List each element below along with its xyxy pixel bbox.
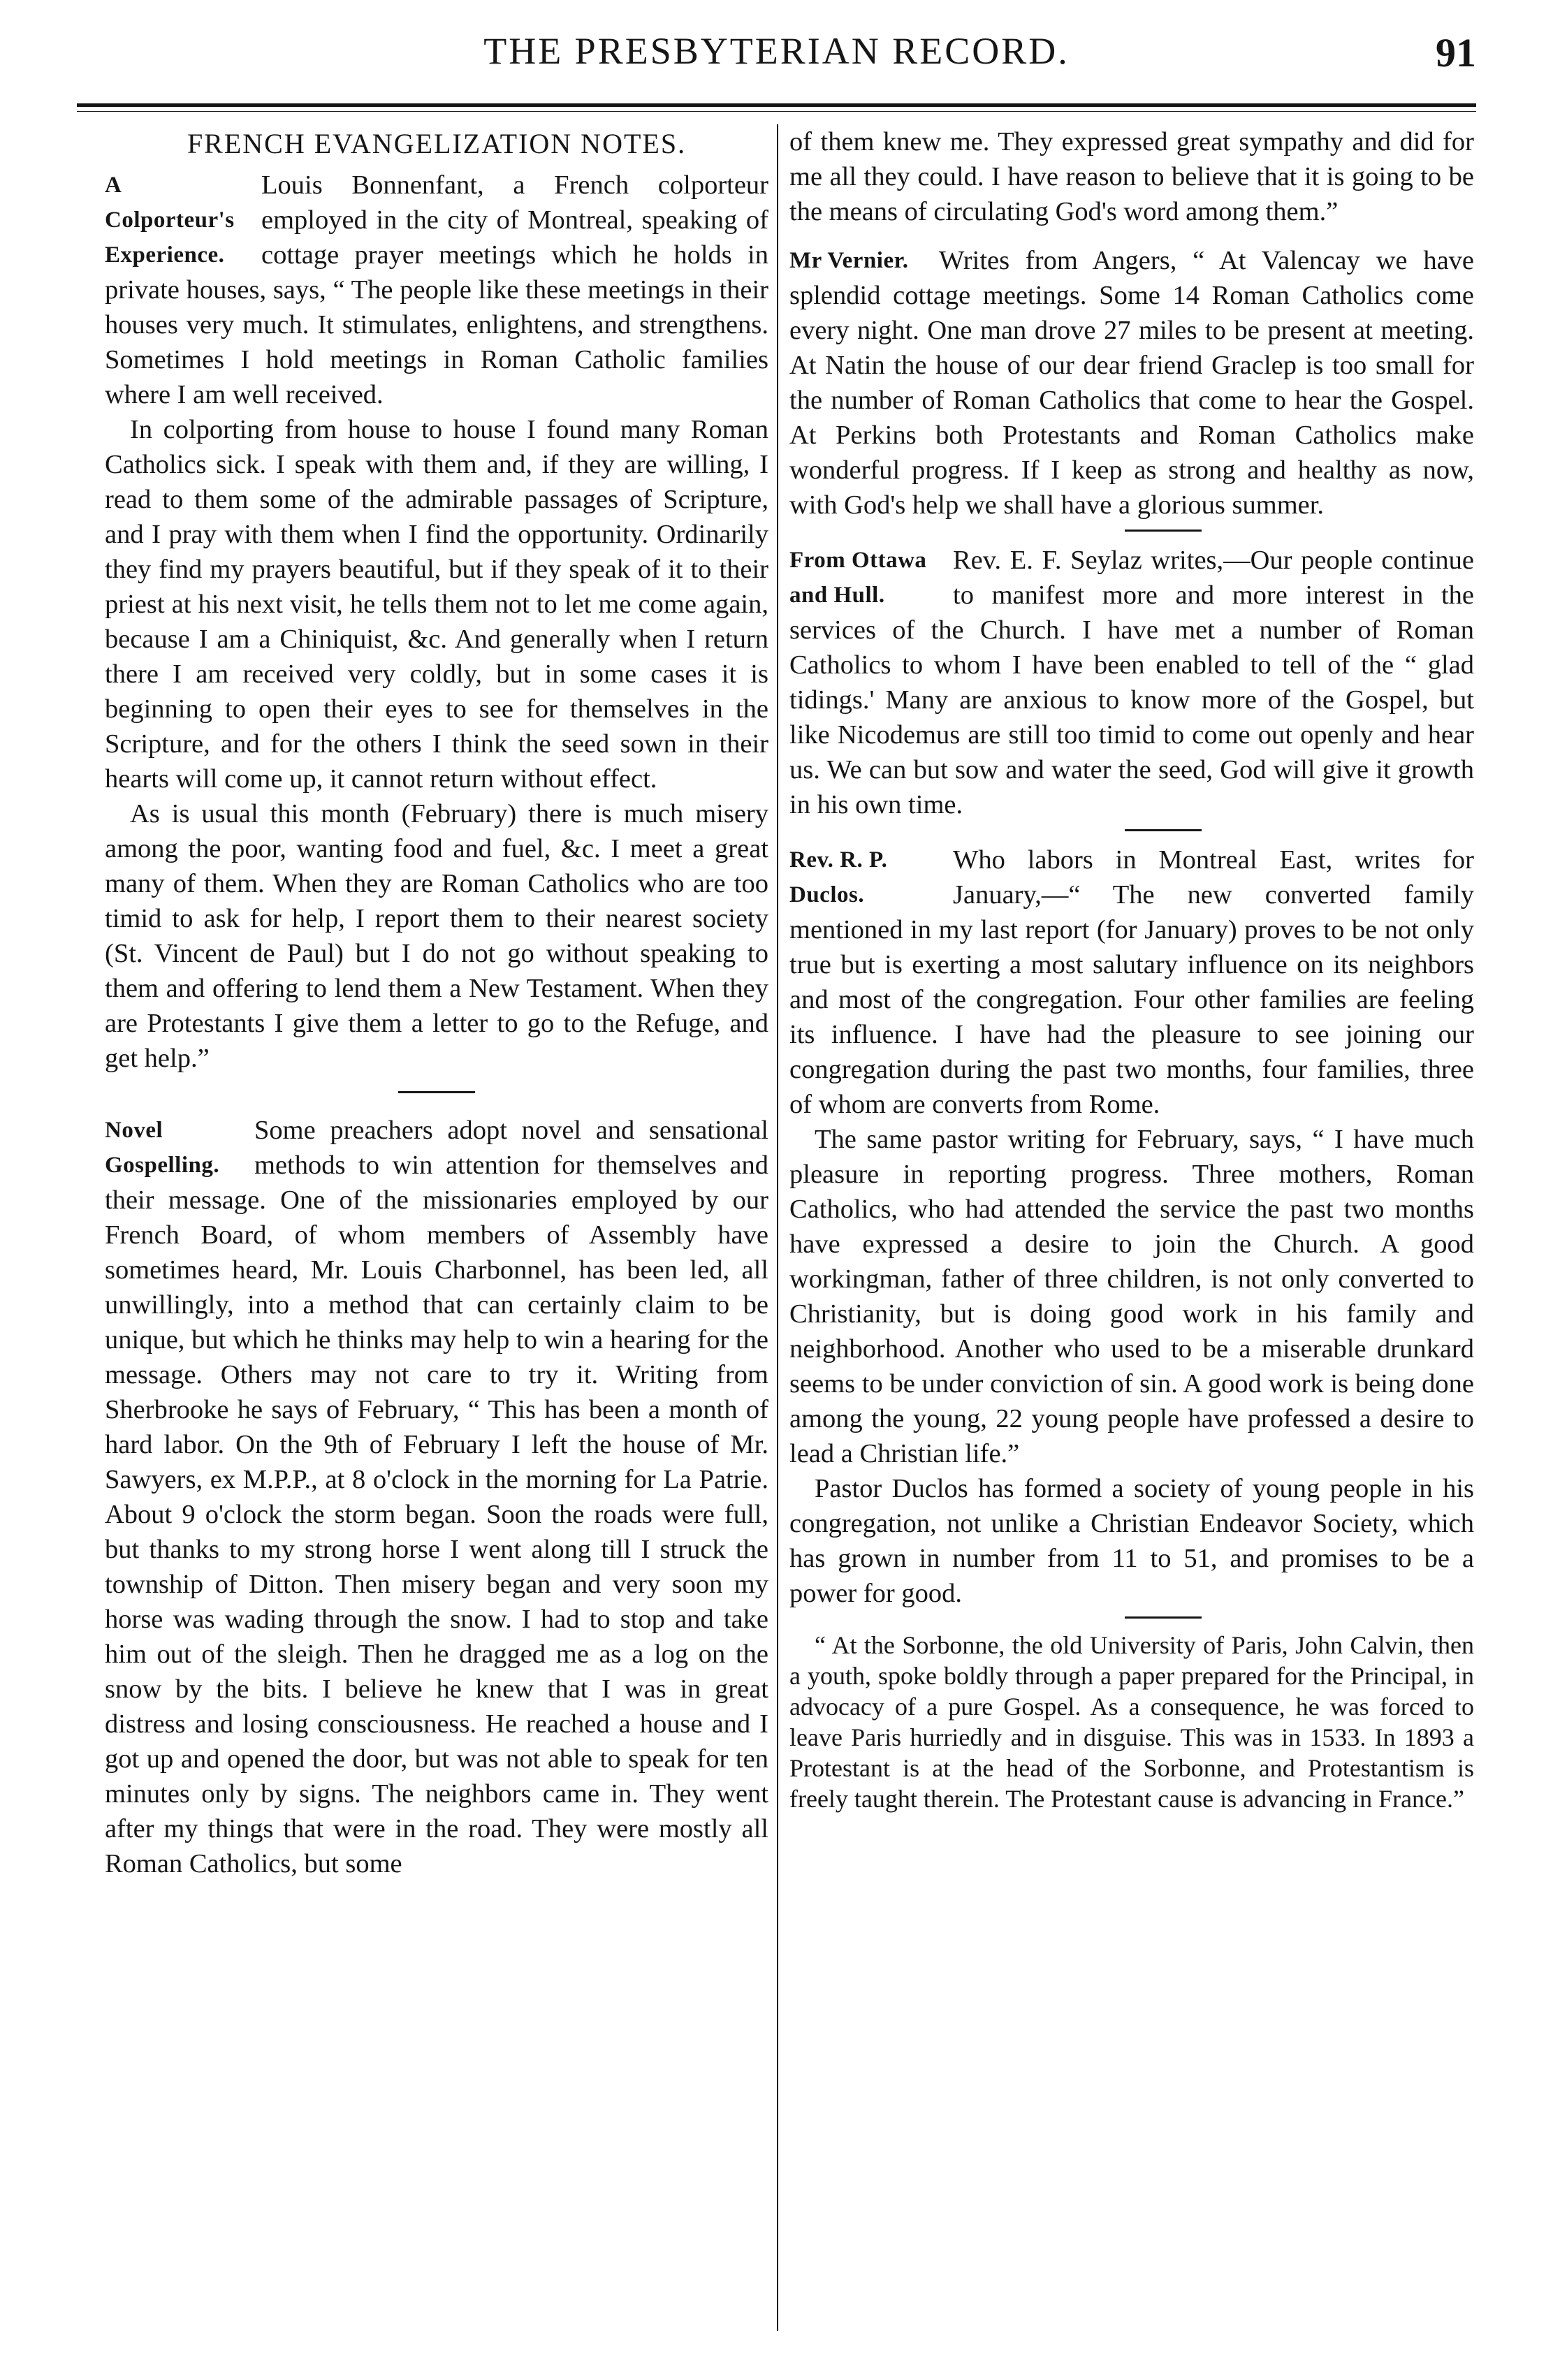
sorbonne-quote: “ At the Sorbonne, the old University of Paris, John Calvin, then a youth, spoke boldly through a paper prepared for the Principal, in advocacy of a pure Gospel. As a consequence, he was forced to leave Paris hurriedly and in disguise. This was in 1533. In 1893 a Protestant is at the head of the Sorbonne, and Protestantism is freely taught therein. The Protestant cause is advancing in France.” — [789, 1631, 1474, 1813]
column-divider — [777, 124, 778, 2331]
side-head-line: Novel — [105, 1118, 163, 1143]
side-head-line: Duclos. — [789, 882, 865, 907]
paragraph: Pastor Duclos has formed a society of young people in his congregation, not unlike a Christian Endeavor Society, which has grown in number from 11 to 51, and promises to be a power for good. — [789, 1474, 1474, 1608]
side-head-duclos — [789, 842, 943, 912]
side-head-colporteur — [105, 168, 251, 272]
paragraph: Writes from Angers, “ At Valencay we have splendid cottage meetings. Some 14 Roman Catholics come every night. One man drove 27 miles to be present at meeting. At Natin the house of our dear friend Graclep is too small for the number of Roman Catholics that come to hear the Gospel. At Perkins both Protestants and Roman Catholics make wonderful progress. If I keep as strong and healthy as now, with God's help we shall have a glorious summer. — [789, 246, 1474, 520]
paragraph: In colporting from house to house I found many Roman Catholics sick. I speak with them and, if they are willing, I read to them some of the admirable passages of Scripture, and I pray with them when I find the opportunity. Ordinarily they find my prayers beautiful, but if they speak of it to their priest at his next visit, he tells them not to let me come again, because I am a Chiniquist, &c. And generally when I return there I am received very coldly, but in some cases it is beginning to open their eyes to see for themselves in the Scripture, and for the others I think the seed sown in their hearts will come up, it cannot return without effect. — [105, 415, 768, 794]
article-colporteur — [105, 168, 768, 1076]
side-head-line: From Ottawa — [789, 548, 927, 573]
side-head-line: A Colporteur's — [105, 173, 235, 233]
article-duclos — [789, 842, 1474, 1611]
paragraph: Rev. E. F. Seylaz writes,—Our people continue to manifest more and more interest in the services of the Church. I have met a number of Roman Catholics to whom I have been enabled to tell of the “ glad tidings.' Many are anxious to know more of the Gospel, but like Nicodemus are still too timid to come out openly and hear us. We can but sow and water the seed, God will give it growth in his own time. — [789, 546, 1474, 819]
paragraph: As is usual this month (February) there is much misery among the poor, wanting food and fuel, &c. I meet a great many of them. When they are Roman Catholics who are too timid to ask for help, I report them to their nearest society (St. Vincent de Paul) but I do not go without speaking to them and offering to lend them a New Testament. When they are Protestants I give them a letter to go to the Refuge, and get help.” — [105, 799, 768, 1073]
page-header — [77, 29, 1476, 92]
paragraph-continuation: of them knew me. They expressed great sympathy and did for me all they could. I have reason to believe that it is going to be the means of circulating God's word among them.” — [789, 127, 1474, 226]
spacer — [789, 229, 1474, 243]
article-novel-gospelling — [105, 1113, 768, 1881]
separator-rule — [1125, 829, 1202, 831]
section-heading: FRENCH EVANGELIZATION NOTES. — [187, 128, 687, 159]
side-head-line: Mr Vernier. — [789, 248, 909, 273]
separator-rule — [1125, 1616, 1202, 1619]
page-number: 91 — [1436, 30, 1476, 75]
right-column — [789, 124, 1474, 2352]
article-ottawa-hull — [789, 543, 1474, 822]
side-head-ottawa — [789, 543, 943, 613]
paragraph: The same pastor writing for February, says, “ I have much pleasure in reporting progress. Three mothers, Roman Catholics, who had attended the service the past two months have expressed a desire to join the Church. A good workingman, father of three children, is not only converted to Christianity, but is doing good work in his family and neighborhood. Another who used to be a miserable drunkard seems to be under conviction of sin. A good work is being done among the young, 22 young people have professed a desire to lead a Christian life.” — [789, 1125, 1474, 1468]
side-head-line: Rev. R. P. — [789, 847, 888, 873]
separator-rule — [1125, 530, 1202, 532]
side-head-line: and Hull. — [789, 583, 885, 608]
side-head-vernier — [789, 243, 929, 278]
header-rule — [77, 103, 1476, 112]
paragraph: Who labors in Montreal East, writes for January,—“ The new converted family mentioned in my last report (for January) proves to be not only true but is exerting a most salutary influence on its neighbors and most of the congregation. Four other families are feeling its influence. I have had the pleasure to see joining our congregation during the past two months, four families, three of whom are converts from Rome. — [789, 845, 1474, 1119]
side-head-line: Gospelling. — [105, 1153, 220, 1178]
side-head-novel — [105, 1113, 245, 1183]
side-head-line: Experience. — [105, 242, 225, 268]
article-vernier — [789, 243, 1474, 523]
paragraph: Louis Bonnenfant, a French colporteur employed in the city of Montreal, speaking of cottage prayer meetings which he holds in private houses, says, “ The people like these meetings in their houses very much. It stimulates, enlightens, and strengthens. Sometimes I hold meetings in Roman Catholic families where I am well received. — [105, 170, 768, 409]
left-column — [105, 124, 768, 2352]
running-title: THE PRESBYTERIAN RECORD. — [483, 30, 1070, 72]
paragraph: Some preachers adopt novel and sensational methods to win attention for themselves and their message. One of the missionaries employed by our French Board, of whom members of Assembly have sometimes heard, Mr. Louis Charbonnel, has been led, all unwillingly, into a method that can certainly claim to be unique, but which he thinks may help to win a hearing for the message. Others may not care to try it. Writing from Sherbrooke he says of February, “ This has been a month of hard labor. On the 9th of February I left the house of Mr. Sawyers, ex M.P.P., at 8 o'clock in the morning for La Patrie. About 9 o'clock the storm began. Soon the roads were full, but thanks to my strong horse I went along till I struck the township of Ditton. Then misery began and very soon my horse was wading through the snow. I had to stop and take him out of the sleigh. Then he dragged me as a log on the snow by the bits. I believe he knew that I was in great distress and losing consciousness. He reached a house and I got up and opened the door, but was not able to speak for ten minutes only by signs. The neighbors came in. They went after my things that were in the road. They were mostly all Roman Catholics, but some — [105, 1116, 768, 1878]
separator-rule — [398, 1091, 475, 1093]
